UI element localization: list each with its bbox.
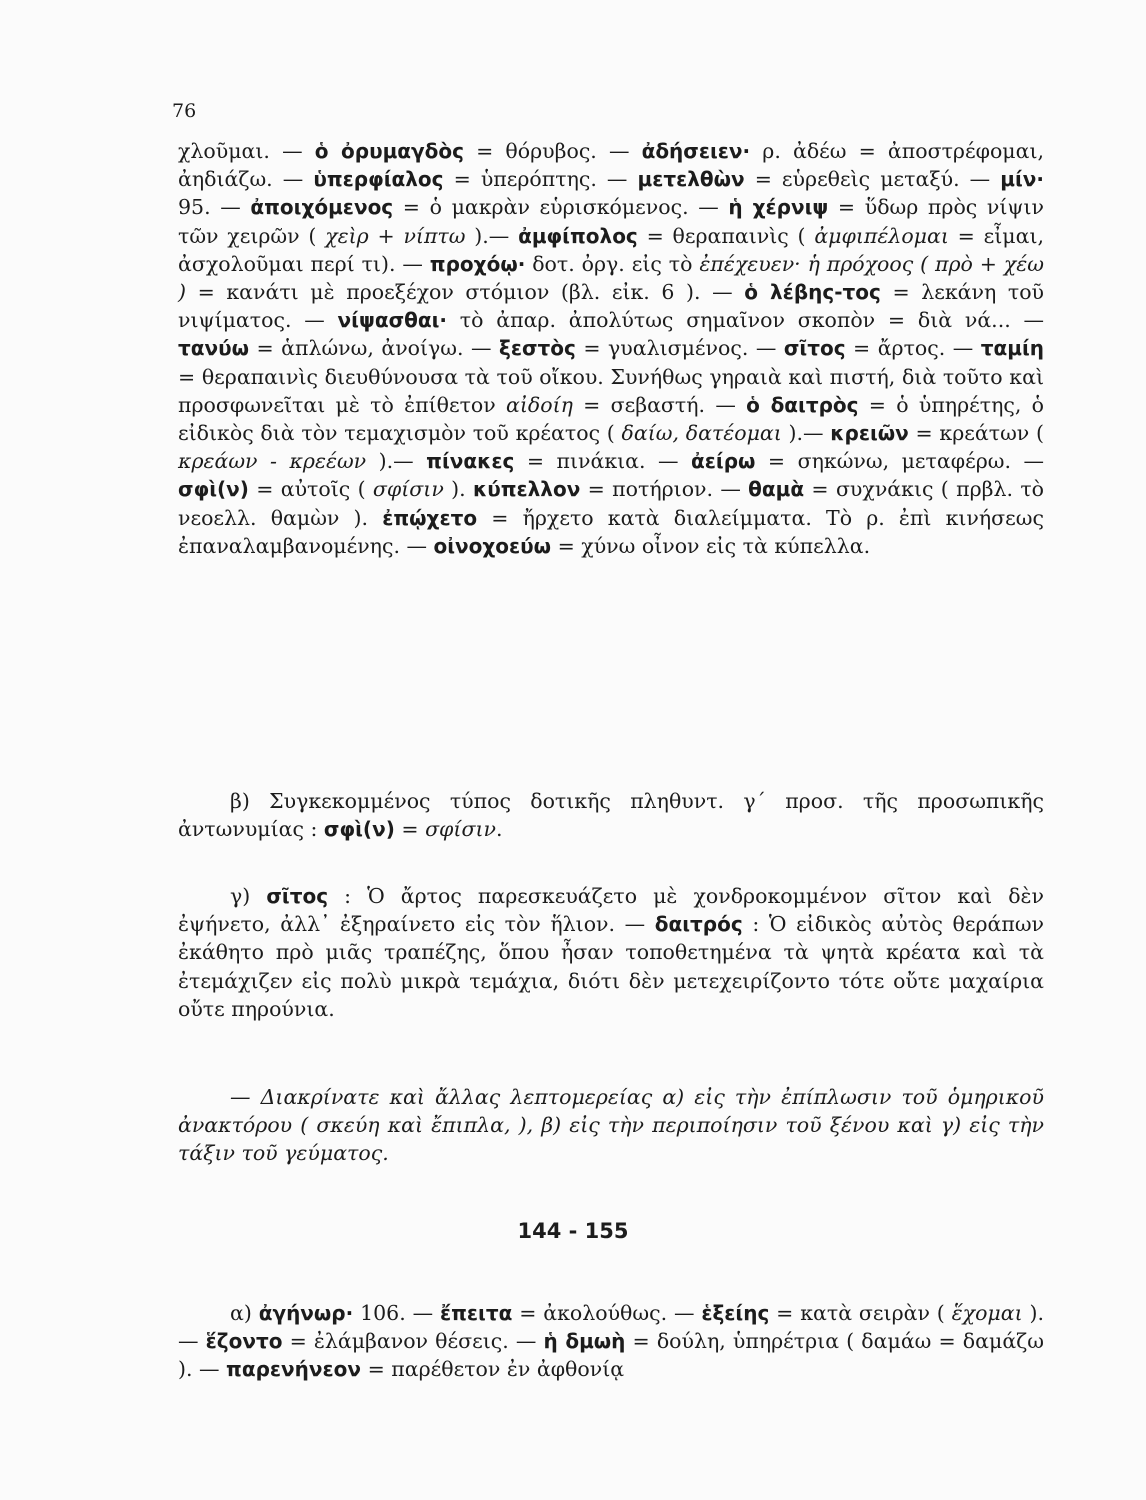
- text-run: ).—: [781, 421, 831, 446]
- headword: ἡ δμωὴ: [543, 1329, 626, 1354]
- headword: κρειῶν: [830, 421, 909, 446]
- headword: παρενήνεον: [226, 1357, 362, 1382]
- headword: ἑξείης: [701, 1301, 770, 1325]
- text-run: ).—: [465, 223, 519, 248]
- text-run: ). —: [178, 1301, 1045, 1354]
- italic-text: σφίσιν: [425, 817, 496, 842]
- headword: σῖτος: [783, 336, 846, 361]
- text-run: τὸ ἀπαρ. ἀπολύτως σημαῖνον σκοπὸν = διὰ νά... —: [447, 308, 1045, 333]
- text-run: = συχνάκις ( πρβλ. τὸ νεοελλ. θαμὼν ).: [178, 477, 1045, 530]
- text-run: β) Συγκεκομμένος τύπος δοτικῆς πληθυντ. γ΄ προσ. τῆς προσωπικῆς ἀντωνυμίας :: [178, 789, 1044, 842]
- headword: πίνακες: [426, 449, 515, 474]
- headword: ἀποιχόμενος: [250, 195, 394, 220]
- text-run: = αὐτοῖς (: [248, 477, 373, 502]
- text-run: = χύνω οἶνον εἰς τὰ κύπελλα.: [551, 533, 871, 558]
- text-run: = ὑπερόπτης. —: [443, 167, 638, 192]
- italic-text: αἰδοίη: [506, 392, 573, 417]
- text-run: = παρέθετον ἐν ἀφθονίᾳ: [361, 1357, 625, 1382]
- text-run: = σεβαστή. —: [572, 392, 747, 417]
- note-paragraph-b: [178, 787, 1044, 843]
- headword: ξεστὸς: [499, 336, 576, 361]
- text-run: = πινάκια. —: [514, 449, 692, 474]
- headword: ἀμφίπολος: [518, 223, 638, 248]
- text-run: = ἐλάμβανον θέσεις. —: [282, 1329, 544, 1354]
- headword: τανύω: [178, 336, 250, 361]
- italic-text: χεὶρ + νίπτω: [325, 223, 466, 248]
- headword: ἐπῴχετο: [382, 505, 478, 530]
- section-heading: 144 - 155: [517, 1219, 629, 1243]
- italic-text: δαίω, δατέομαι: [621, 421, 782, 446]
- headword: ἡ χέρνιψ: [728, 195, 829, 220]
- headword: οἰνοχοεύω: [433, 533, 552, 558]
- glossary-paragraph: [178, 137, 1044, 560]
- headword: ἔπειτα: [439, 1301, 513, 1325]
- text-run: = ποτήριον. —: [580, 477, 749, 502]
- text-run: = σηκώνω, μεταφέρω. —: [755, 449, 1044, 474]
- text-run: = ὕδωρ πρὸς νίψιν τῶν χειρῶν (: [178, 195, 1044, 248]
- headword: ἀδήσειεν·: [641, 139, 751, 163]
- text-run: = ἀκολούθως. —: [512, 1301, 702, 1325]
- text-run: = κρεάτων (: [908, 421, 1044, 446]
- page-number: 76: [172, 100, 197, 122]
- headword: νίψασθαι·: [337, 308, 448, 333]
- headword: προχόῳ·: [429, 251, 526, 276]
- exercise-paragraph: [178, 1083, 1044, 1168]
- text-run: = εἶμαι, ἀσχολοῦμαι περί τι). —: [178, 223, 1045, 276]
- text-run: ρ. ἀδέω = ἀποστρέφομαι, ἀηδιάζω. —: [178, 139, 1045, 192]
- text-run: 95. —: [178, 195, 251, 220]
- headword: ἕζοντο: [205, 1329, 283, 1354]
- text-run: .: [495, 817, 503, 842]
- headword: δαιτρός: [654, 912, 743, 937]
- text-run: ).: [443, 477, 473, 502]
- text-run: = κατὰ σειρὰν (: [769, 1301, 952, 1325]
- headword: ὁ δαιτρὸς: [746, 392, 859, 417]
- text-run: = δούλη, ὑπηρέτρια ( δαμάω = δαμάζω ). —: [178, 1329, 1044, 1382]
- italic-text: κρεάων - κρεέων: [178, 449, 367, 474]
- text-run: χλοῦμαι. —: [178, 139, 315, 163]
- italic-text: ἕχομαι: [951, 1301, 1023, 1325]
- headword: σῖτος: [266, 884, 329, 908]
- headword: κύπελλον: [472, 477, 581, 502]
- text-run: = γυαλισμένος. —: [575, 336, 784, 361]
- text-run: = ἁπλώνω, ἀνοίγω. —: [249, 336, 499, 361]
- text-run: = λεκάνη τοῦ νιψίματος. —: [178, 280, 1045, 333]
- note-paragraph-c: [178, 882, 1044, 1023]
- headword: μετελθὼν: [637, 167, 745, 192]
- headword: σφὶ(ν): [323, 817, 395, 842]
- text-run: δοτ. ὀργ. εἰς τὸ: [525, 251, 700, 276]
- headword: μίν·: [1000, 167, 1044, 192]
- italic-text: ἐπέχευεν· ἡ πρόχοος ( πρὸ + χέω ): [178, 251, 1045, 305]
- headword: ὑπερφίαλος: [313, 167, 444, 192]
- italic-text: σφίσιν: [372, 477, 444, 502]
- text-run: γ): [230, 884, 267, 908]
- headword: ἀείρω: [691, 449, 756, 474]
- text-run: : Ὁ ἄρτος παρεσκευάζετο μὲ χονδροκομμένον σῖτον καὶ δὲν ἐψήνετο, ἀλλ᾽ ἐξηραίνετο εἰς τὸν ἥλιον. —: [178, 884, 1044, 937]
- headword: ὁ λέβης-τος: [744, 280, 881, 305]
- glossary-paragraph-2: [178, 1299, 1044, 1384]
- italic-text: ἀμφιπέλομαι: [814, 223, 949, 248]
- headword: ἀγήνωρ·: [258, 1301, 354, 1325]
- text-run: = ἤρχετο κατὰ διαλείμματα. Τὸ ρ. ἐπὶ κινήσεως ἐπαναλαμβανομένης. —: [178, 505, 1044, 558]
- text-run: =: [394, 817, 426, 842]
- text-run: = εὑρεθεὶς μεταξύ. —: [744, 167, 1001, 192]
- text-run: ).—: [366, 449, 427, 474]
- headword: ὁ ὀρυμαγδὸς: [314, 139, 464, 163]
- text-run: = κανάτι μὲ προεξέχον στόμιον (βλ. εἰκ. 6 ). —: [186, 280, 745, 305]
- text-run: = θεραπαινὶς διευθύνουσα τὰ τοῦ οἴκου. Συνήθως γηραιὰ καὶ πιστή, διὰ τοῦτο καὶ προσφωνεῖται μὲ τὸ ἐπίθετον: [178, 364, 1044, 417]
- text-run: : Ὁ εἰδικὸς αὐτὸς θεράπων ἐκάθητο πρὸ μιᾶς τραπέζης, ὅπου ἦσαν τοποθετημένα τὰ ψητὰ κρέατα καὶ τὰ ἐτεμάχιζεν εἰς πολὺ μικρὰ τεμάχια, διότι δὲν μετεχειρίζοντο τότε οὔτε μαχαίρια οὔτε πηρούνια.: [178, 912, 1044, 1021]
- text-run: = ὁ ὑπηρέτης, ὁ εἰδικὸς διὰ τὸν τεμαχισμὸν τοῦ κρέατος (: [178, 392, 1045, 446]
- text-run: α): [230, 1301, 259, 1325]
- text-run: = θόρυβος. —: [464, 139, 642, 163]
- headword: σφὶ(ν): [178, 477, 249, 502]
- text-run: 106. —: [353, 1301, 440, 1325]
- headword: θαμὰ: [748, 477, 805, 502]
- italic-text: — Διακρίνατε καὶ ἄλλας λεπτομερείας α) εἰς τὴν ἐπίπλωσιν τοῦ ὁμηρικοῦ ἀνακτόρου ( σκεύη καὶ ἔπιπλα, ), β) εἰς τὴν περιποίησιν τοῦ ξένου καὶ γ) εἰς τὴν τάξιν τοῦ γεύματος.: [178, 1085, 1044, 1166]
- text-run: = ἄρτος. —: [845, 336, 981, 361]
- headword: ταμίη: [980, 336, 1045, 361]
- text-run: = ὁ μακρὰν εὑρισκόμενος. —: [393, 195, 729, 220]
- text-run: = θεραπαινὶς (: [637, 223, 815, 248]
